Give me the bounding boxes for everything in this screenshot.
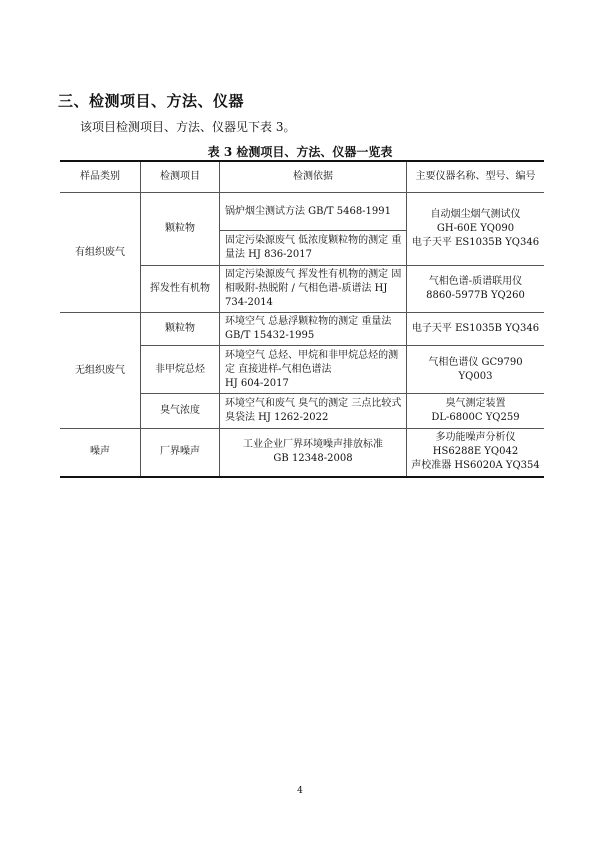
header-detection-basis: 检测依据 bbox=[220, 161, 407, 193]
detection-basis-cell: 环境空气和废气 臭气的测定 三点比较式臭袋法 HJ 1262-2022 bbox=[220, 394, 407, 429]
table-row bbox=[60, 429, 544, 477]
instrument-cell: 臭气测定装置 DL-6800C YQ259 bbox=[407, 394, 545, 429]
detection-basis-cell: 环境空气 总悬浮颗粒物的测定 重量法 GB/T 15432-1995 bbox=[220, 313, 407, 346]
sample-category-cell: 有组织废气 bbox=[60, 193, 141, 313]
table-row bbox=[60, 193, 544, 231]
table-caption: 表 3 检测项目、方法、仪器一览表 bbox=[207, 145, 393, 159]
instrument-cell: 气相色谱-质谱联用仪 8860-5977B YQ260 bbox=[407, 266, 545, 313]
header-detection-item: 检测项目 bbox=[141, 161, 220, 193]
detection-item-cell: 臭气浓度 bbox=[141, 394, 220, 429]
detection-basis-cell: 锅炉烟尘测试方法 GB/T 5468-1991 bbox=[220, 193, 407, 231]
detection-item-cell: 颗粒物 bbox=[141, 193, 220, 266]
intro-paragraph: 该项目检测项目、方法、仪器见下表 3。 bbox=[80, 120, 296, 134]
header-sample-category: 样品类别 bbox=[60, 161, 141, 193]
detection-item-cell: 颗粒物 bbox=[141, 313, 220, 346]
detection-item-cell: 挥发性有机物 bbox=[141, 266, 220, 313]
instrument-cell: 电子天平 ES1035B YQ346 bbox=[407, 313, 545, 346]
instrument-cell: 多功能噪声分析仪 HS6288E YQ042 声校准器 HS6020A YQ354 bbox=[407, 429, 545, 477]
detection-basis-cell: 工业企业厂界环境噪声排放标准 GB 12348-2008 bbox=[220, 429, 407, 477]
sample-category-cell: 噪声 bbox=[60, 429, 141, 477]
detection-item-cell: 厂界噪声 bbox=[141, 429, 220, 477]
instrument-cell: 自动烟尘烟气测试仪 GH-60E YQ090 电子天平 ES1035B YQ346 bbox=[407, 193, 545, 266]
table-row bbox=[60, 313, 544, 346]
instrument-cell: 气相色谱仪 GC9790 YQ003 bbox=[407, 346, 545, 394]
detection-basis-cell: 固定污染源废气 挥发性有机物的测定 固相吸附-热脱附 / 气相色谱-质谱法 HJ 734-2014 bbox=[220, 266, 407, 313]
table-header-row bbox=[60, 161, 544, 193]
page-number: 4 bbox=[297, 786, 303, 796]
header-instrument: 主要仪器名称、型号、编号 bbox=[407, 161, 545, 193]
detection-basis-cell: 固定污染源废气 低浓度颗粒物的测定 重量法 HJ 836-2017 bbox=[220, 231, 407, 266]
sample-category-cell: 无组织废气 bbox=[60, 313, 141, 429]
section-heading: 三、检测项目、方法、仪器 bbox=[58, 92, 245, 110]
detection-basis-cell: 环境空气 总烃、甲烷和非甲烷总烃的测定 直接进样-气相色谱法 HJ 604-2017 bbox=[220, 346, 407, 394]
detection-table bbox=[60, 160, 544, 478]
detection-item-cell: 非甲烷总烃 bbox=[141, 346, 220, 394]
